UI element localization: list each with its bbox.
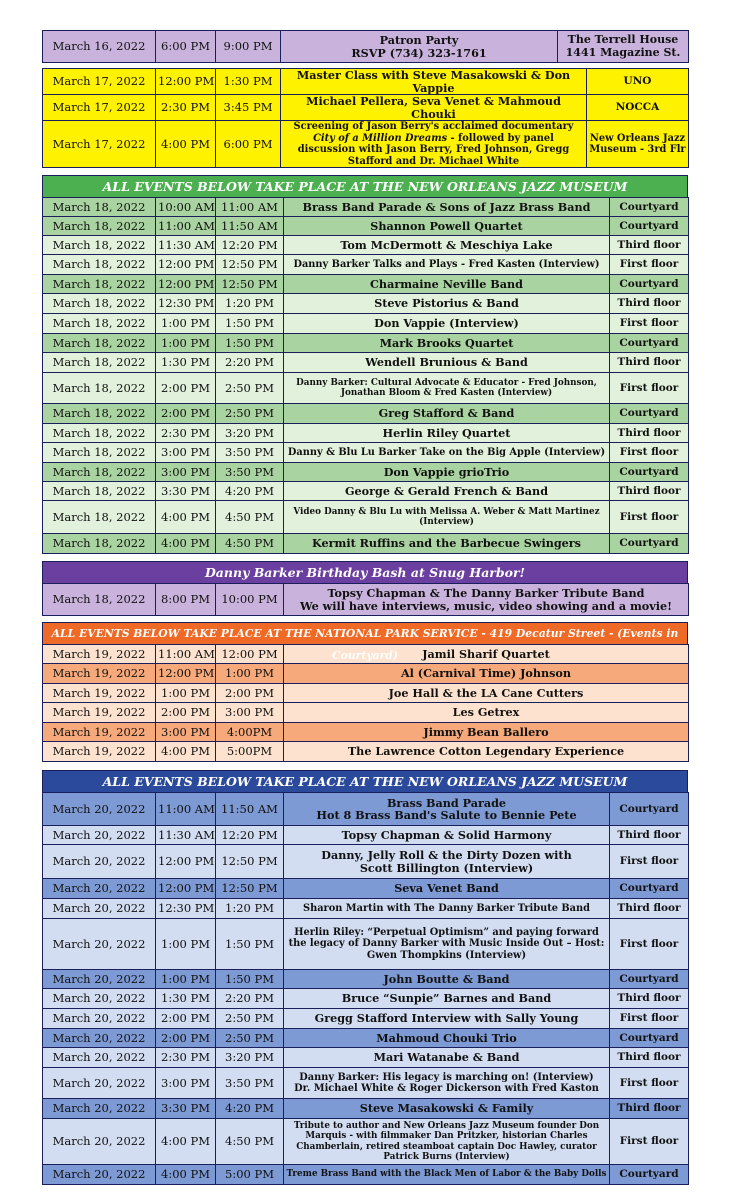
schedule-row	[43, 845, 689, 879]
event-end-time: 1:50 PM	[216, 919, 284, 970]
event-title-line: Topsy Chapman & The Danny Barker Tribute Band	[327, 586, 645, 600]
event-end-time: 12:50 PM	[216, 275, 284, 294]
film-title: City of a Million Dreams	[313, 132, 448, 144]
schedule-row	[43, 353, 689, 373]
snug-harbor-row	[43, 584, 689, 616]
event-title: Danny & Blu Lu Barker Take on the Big Apple (Interview)	[284, 443, 610, 463]
event-date: March 18, 2022	[43, 463, 156, 482]
schedule-row	[43, 1029, 689, 1048]
location-line: 1441 Magazine St.	[565, 45, 681, 59]
event-start-time: 12:30 PM	[156, 899, 216, 919]
event-location: NOCCA	[587, 95, 689, 121]
event-start-time: 1:00 PM	[156, 919, 216, 970]
schedule-row	[43, 236, 689, 255]
event-title: George & Gerald French & Band	[284, 482, 610, 501]
event-start-time: 2:30 PM	[156, 1048, 216, 1068]
event-location: First floor	[610, 255, 689, 275]
event-end-time: 5:00 PM	[216, 1165, 284, 1185]
event-location: Courtyard	[610, 534, 689, 554]
event-title: Herlin Riley: “Perpetual Optimism” and paying forward the legacy of Danny Barker with Music Inside Out – Host: Gwen Thompkins (Interview)	[284, 919, 610, 970]
event-end-time: 1:30 PM	[216, 69, 281, 95]
event-text: - followed by panel discussion with Jason Berry, Fred Johnson, Gregg Stafford and Dr. Michael White	[297, 132, 570, 167]
event-date: March 20, 2022	[43, 793, 156, 826]
event-end-time: 2:20 PM	[216, 353, 284, 373]
event-date: March 19, 2022	[43, 742, 156, 762]
schedule-row	[43, 1048, 689, 1068]
schedule-row	[43, 463, 689, 482]
event-title: Treme Brass Band with the Black Men of Labor & the Baby Dolls	[284, 1165, 610, 1185]
event-date: March 18, 2022	[43, 334, 156, 353]
event-start-time: 2:00 PM	[156, 373, 216, 404]
event-start-time: 4:00 PM	[156, 1119, 216, 1165]
event-title: Mahmoud Chouki Trio	[284, 1029, 610, 1048]
schedule-row	[43, 970, 689, 989]
event-start-time: 2:00 PM	[156, 1029, 216, 1048]
event-end-time: 11:50 AM	[216, 217, 284, 236]
event-date: March 20, 2022	[43, 845, 156, 879]
event-location: New Orleans Jazz Museum - 3rd Flr	[587, 121, 689, 168]
event-title	[281, 31, 558, 63]
event-date: March 18, 2022	[43, 353, 156, 373]
event-location: Courtyard	[610, 334, 689, 353]
event-date: March 20, 2022	[43, 989, 156, 1009]
schedule-row	[43, 703, 689, 723]
event-location: First floor	[610, 501, 689, 534]
event-start-time: 3:00 PM	[156, 723, 216, 742]
event-start-time: 12:00 PM	[156, 275, 216, 294]
event-title: Shannon Powell Quartet	[284, 217, 610, 236]
event-end-time: 3:00 PM	[216, 703, 284, 723]
event-title: Steve Masakowski & Family	[284, 1099, 610, 1119]
event-date: March 19, 2022	[43, 703, 156, 723]
schedule-row	[43, 373, 689, 404]
event-end-time: 2:50 PM	[216, 1009, 284, 1029]
event-end-time: 3:50 PM	[216, 463, 284, 482]
event-title: Bruce “Sunpie” Barnes and Band	[284, 989, 610, 1009]
event-location: First floor	[610, 845, 689, 879]
event-start-time: 3:00 PM	[156, 1068, 216, 1099]
event-title: John Boutte & Band	[284, 970, 610, 989]
event-start-time: 3:30 PM	[156, 482, 216, 501]
event-end-time: 5:00PM	[216, 742, 284, 762]
event-date: March 18, 2022	[43, 373, 156, 404]
event-location: Third floor	[610, 826, 689, 845]
schedule-row	[43, 534, 689, 554]
march-17-table	[42, 68, 689, 168]
event-date: March 16, 2022	[43, 31, 156, 63]
schedule-row	[43, 424, 689, 443]
event-end-time: 1:20 PM	[216, 899, 284, 919]
event-start-time: 1:30 PM	[156, 989, 216, 1009]
event-location: Third floor	[610, 482, 689, 501]
event-end-time: 1:50 PM	[216, 334, 284, 353]
event-title: Danny Barker Talks and Plays - Fred Kasten (Interview)	[284, 255, 610, 275]
event-location: First floor	[610, 373, 689, 404]
event-title: Tom McDermott & Meschiya Lake	[284, 236, 610, 255]
screening-row	[43, 121, 689, 168]
event-end-time: 12:00 PM	[216, 645, 284, 664]
event-end-time: 11:00 AM	[216, 198, 284, 217]
event-date: March 18, 2022	[43, 314, 156, 334]
event-end-time: 2:00 PM	[216, 684, 284, 703]
event-start-time: 2:30 PM	[156, 424, 216, 443]
event-end-time: 4:00PM	[216, 723, 284, 742]
event-end-time: 2:50 PM	[216, 404, 284, 424]
event-location: Courtyard	[610, 217, 689, 236]
schedule-row	[43, 742, 689, 762]
event-location: Third floor	[610, 1099, 689, 1119]
event-location	[558, 31, 689, 63]
event-title: Danny Barker: Cultural Advocate & Educator - Fred Johnson, Jonathan Bloom & Fred Kasten (Interview)	[284, 373, 610, 404]
event-end-time: 9:00 PM	[216, 31, 281, 63]
event-title: Don Vappie grioTrio	[284, 463, 610, 482]
event-title: Brass Band Parade Hot 8 Brass Band's Salute to Bennie Pete	[284, 793, 610, 826]
snug-harbor-table	[42, 583, 689, 616]
event-date: March 19, 2022	[43, 723, 156, 742]
event-date: March 20, 2022	[43, 970, 156, 989]
event-end-time: 12:50 PM	[216, 845, 284, 879]
event-location: Courtyard	[610, 275, 689, 294]
event-date: March 20, 2022	[43, 1048, 156, 1068]
event-date: March 18, 2022	[43, 236, 156, 255]
event-title: Topsy Chapman & Solid Harmony	[284, 826, 610, 845]
event-start-time: 6:00 PM	[156, 31, 216, 63]
event-title: Sharon Martin with The Danny Barker Tribute Band	[284, 899, 610, 919]
event-start-time: 4:00 PM	[156, 742, 216, 762]
event-location: Third floor	[610, 1048, 689, 1068]
schedule-row	[43, 69, 689, 95]
event-date: March 18, 2022	[43, 294, 156, 314]
event-end-time: 3:45 PM	[216, 95, 281, 121]
event-date: March 18, 2022	[43, 424, 156, 443]
event-title: Danny Barker: His legacy is marching on! (Interview) Dr. Michael White & Roger Dickerson with Fred Kaston	[284, 1068, 610, 1099]
event-start-time: 2:00 PM	[156, 703, 216, 723]
event-date: March 17, 2022	[43, 69, 156, 95]
event-location: First floor	[610, 314, 689, 334]
event-end-time: 2:50 PM	[216, 373, 284, 404]
event-title: Master Class with Steve Masakowski & Don Vappie	[281, 69, 587, 95]
event-location: First floor	[610, 919, 689, 970]
snug-harbor-banner: Danny Barker Birthday Bash at Snug Harbor!	[42, 561, 688, 583]
event-location: Third floor	[610, 353, 689, 373]
jazz-museum-banner: ALL EVENTS BELOW TAKE PLACE AT THE NEW ORLEANS JAZZ MUSEUM	[42, 175, 688, 197]
event-start-time: 12:00 PM	[156, 69, 216, 95]
event-end-time: 12:50 PM	[216, 879, 284, 899]
event-title: Video Danny & Blu Lu with Melissa A. Weber & Matt Martinez (Interview)	[284, 501, 610, 534]
event-start-time: 4:00 PM	[156, 534, 216, 554]
event-end-time: 1:00 PM	[216, 664, 284, 684]
event-title: The Lawrence Cotton Legendary Experience	[284, 742, 689, 762]
event-date: March 20, 2022	[43, 899, 156, 919]
event-start-time: 11:30 AM	[156, 236, 216, 255]
schedule-row	[43, 826, 689, 845]
event-location: Courtyard	[610, 1165, 689, 1185]
event-date: March 19, 2022	[43, 684, 156, 703]
event-location: First floor	[610, 1119, 689, 1165]
event-end-time: 4:20 PM	[216, 482, 284, 501]
event-start-time: 12:00 PM	[156, 845, 216, 879]
schedule-row	[43, 314, 689, 334]
schedule-row	[43, 1119, 689, 1165]
schedule-row	[43, 793, 689, 826]
schedule-row	[43, 989, 689, 1009]
event-title: Joe Hall & the LA Cane Cutters	[284, 684, 689, 703]
event-start-time: 11:00 AM	[156, 645, 216, 664]
event-start-time: 1:30 PM	[156, 353, 216, 373]
schedule-row	[43, 198, 689, 217]
event-location: Third floor	[610, 899, 689, 919]
event-start-time: 8:00 PM	[156, 584, 216, 616]
schedule-row	[43, 684, 689, 703]
event-start-time: 12:30 PM	[156, 294, 216, 314]
event-title: Danny, Jelly Roll & the Dirty Dozen with Scott Billington (Interview)	[284, 845, 610, 879]
festival-schedule	[42, 30, 688, 1185]
schedule-row	[43, 443, 689, 463]
event-end-time: 12:50 PM	[216, 255, 284, 275]
event-start-time: 1:00 PM	[156, 334, 216, 353]
location-line: The Terrell House	[567, 33, 679, 46]
schedule-row	[43, 919, 689, 970]
event-start-time: 3:30 PM	[156, 1099, 216, 1119]
event-date: March 18, 2022	[43, 255, 156, 275]
event-location: Third floor	[610, 236, 689, 255]
schedule-row	[43, 879, 689, 899]
event-end-time: 3:50 PM	[216, 1068, 284, 1099]
event-end-time: 12:20 PM	[216, 826, 284, 845]
event-end-time: 12:20 PM	[216, 236, 284, 255]
event-date: March 20, 2022	[43, 1119, 156, 1165]
event-title	[281, 121, 587, 168]
event-start-time: 4:00 PM	[156, 501, 216, 534]
event-start-time: 2:30 PM	[156, 95, 216, 121]
event-title	[284, 584, 689, 616]
event-end-time: 4:50 PM	[216, 1119, 284, 1165]
event-title: Seva Venet Band	[284, 879, 610, 899]
event-location: Courtyard	[610, 463, 689, 482]
event-start-time: 3:00 PM	[156, 463, 216, 482]
event-date: March 20, 2022	[43, 1009, 156, 1029]
event-end-time: 10:00 PM	[216, 584, 284, 616]
event-title-line: Patron Party	[379, 33, 459, 47]
event-start-time: 2:00 PM	[156, 1009, 216, 1029]
schedule-row	[43, 723, 689, 742]
event-title: Greg Stafford & Band	[284, 404, 610, 424]
schedule-row	[43, 1099, 689, 1119]
schedule-row	[43, 1165, 689, 1185]
event-location: Courtyard	[610, 198, 689, 217]
event-start-time: 4:00 PM	[156, 1165, 216, 1185]
event-location: UNO	[587, 69, 689, 95]
schedule-row	[43, 1009, 689, 1029]
event-title: Wendell Brunious & Band	[284, 353, 610, 373]
event-title: Les Getrex	[284, 703, 689, 723]
event-date: March 18, 2022	[43, 404, 156, 424]
event-start-time: 11:00 AM	[156, 217, 216, 236]
event-end-time: 3:20 PM	[216, 1048, 284, 1068]
schedule-row	[43, 482, 689, 501]
event-start-time: 1:00 PM	[156, 684, 216, 703]
event-start-time: 12:00 PM	[156, 664, 216, 684]
event-detail-line: We will have interviews, music, video showing and a movie!	[299, 598, 673, 613]
event-start-time: 12:00 PM	[156, 255, 216, 275]
patron-party-table	[42, 30, 689, 63]
event-title: Brass Band Parade & Sons of Jazz Brass Band	[284, 198, 610, 217]
event-date: March 19, 2022	[43, 645, 156, 664]
schedule-row	[43, 404, 689, 424]
event-title: Tribute to author and New Orleans Jazz Museum founder Don Marquis - with filmmaker Dan Pritzker, historian Charles Chamberlain, retired steamboat captain Doc Hawley, curator Patrick Burns (Interview)	[284, 1119, 610, 1165]
event-date: March 20, 2022	[43, 1029, 156, 1048]
event-title: Kermit Ruffins and the Barbecue Swingers	[284, 534, 610, 554]
event-date: March 20, 2022	[43, 1165, 156, 1185]
event-date: March 20, 2022	[43, 1068, 156, 1099]
schedule-row	[43, 294, 689, 314]
jazz-museum-banner-2: ALL EVENTS BELOW TAKE PLACE AT THE NEW ORLEANS JAZZ MUSEUM	[42, 770, 688, 792]
schedule-row	[43, 255, 689, 275]
event-location: First floor	[610, 1068, 689, 1099]
event-rsvp-line: RSVP (734) 323-1761	[351, 45, 487, 60]
event-date: March 18, 2022	[43, 482, 156, 501]
event-end-time: 1:50 PM	[216, 314, 284, 334]
schedule-row	[43, 501, 689, 534]
event-end-time: 1:50 PM	[216, 970, 284, 989]
event-start-time: 1:00 PM	[156, 314, 216, 334]
event-date: March 18, 2022	[43, 217, 156, 236]
event-title: Steve Pistorius & Band	[284, 294, 610, 314]
national-park-service-banner: ALL EVENTS BELOW TAKE PLACE AT THE NATIONAL PARK SERVICE - 419 Decatur Street - (Events in Courtyard)	[42, 622, 688, 644]
event-location: Third floor	[610, 294, 689, 314]
schedule-row	[43, 95, 689, 121]
schedule-row	[43, 334, 689, 353]
event-date: March 17, 2022	[43, 121, 156, 168]
event-title: Michael Pellera, Seva Venet & Mahmoud Chouki	[281, 95, 587, 121]
schedule-row	[43, 1068, 689, 1099]
march-20-table	[42, 792, 689, 1185]
event-date: March 18, 2022	[43, 443, 156, 463]
event-start-time: 1:00 PM	[156, 970, 216, 989]
event-date: March 18, 2022	[43, 501, 156, 534]
march-18-table	[42, 197, 689, 554]
event-date: March 19, 2022	[43, 664, 156, 684]
schedule-row	[43, 275, 689, 294]
event-location: Courtyard	[610, 793, 689, 826]
event-end-time: 4:20 PM	[216, 1099, 284, 1119]
event-date: March 20, 2022	[43, 879, 156, 899]
event-title: Jimmy Bean Ballero	[284, 723, 689, 742]
event-title: Don Vappie (Interview)	[284, 314, 610, 334]
event-title: Herlin Riley Quartet	[284, 424, 610, 443]
event-date: March 18, 2022	[43, 584, 156, 616]
event-start-time: 4:00 PM	[156, 121, 216, 168]
event-date: March 20, 2022	[43, 1099, 156, 1119]
event-end-time: 2:50 PM	[216, 1029, 284, 1048]
event-end-time: 2:20 PM	[216, 989, 284, 1009]
event-start-time: 11:00 AM	[156, 793, 216, 826]
event-date: March 18, 2022	[43, 198, 156, 217]
event-location: Third floor	[610, 989, 689, 1009]
event-location: Courtyard	[610, 1029, 689, 1048]
event-title: Jamil Sharif Quartet	[284, 645, 689, 664]
event-start-time: 3:00 PM	[156, 443, 216, 463]
event-date: March 18, 2022	[43, 534, 156, 554]
event-title: Charmaine Neville Band	[284, 275, 610, 294]
event-end-time: 3:50 PM	[216, 443, 284, 463]
event-title: Al (Carnival Time) Johnson	[284, 664, 689, 684]
event-date: March 18, 2022	[43, 275, 156, 294]
event-end-time: 4:50 PM	[216, 501, 284, 534]
event-title: Mark Brooks Quartet	[284, 334, 610, 353]
event-date: March 20, 2022	[43, 826, 156, 845]
event-location: First floor	[610, 1009, 689, 1029]
event-end-time: 3:20 PM	[216, 424, 284, 443]
event-start-time: 10:00 AM	[156, 198, 216, 217]
event-location: Courtyard	[610, 404, 689, 424]
event-end-time: 1:20 PM	[216, 294, 284, 314]
event-start-time: 12:00 PM	[156, 879, 216, 899]
event-text: Screening of Jason Berry's acclaimed documentary	[293, 121, 574, 132]
event-end-time: 11:50 AM	[216, 793, 284, 826]
event-end-time: 6:00 PM	[216, 121, 281, 168]
event-location: Courtyard	[610, 879, 689, 899]
event-start-time: 11:30 AM	[156, 826, 216, 845]
event-date: March 17, 2022	[43, 95, 156, 121]
event-location: First floor	[610, 443, 689, 463]
event-location: Courtyard	[610, 970, 689, 989]
event-location: Third floor	[610, 424, 689, 443]
event-start-time: 2:00 PM	[156, 404, 216, 424]
event-title: Gregg Stafford Interview with Sally Young	[284, 1009, 610, 1029]
schedule-row	[43, 217, 689, 236]
schedule-row	[43, 899, 689, 919]
patron-party-row	[43, 31, 689, 63]
event-title: Mari Watanabe & Band	[284, 1048, 610, 1068]
event-date: March 20, 2022	[43, 919, 156, 970]
event-end-time: 4:50 PM	[216, 534, 284, 554]
